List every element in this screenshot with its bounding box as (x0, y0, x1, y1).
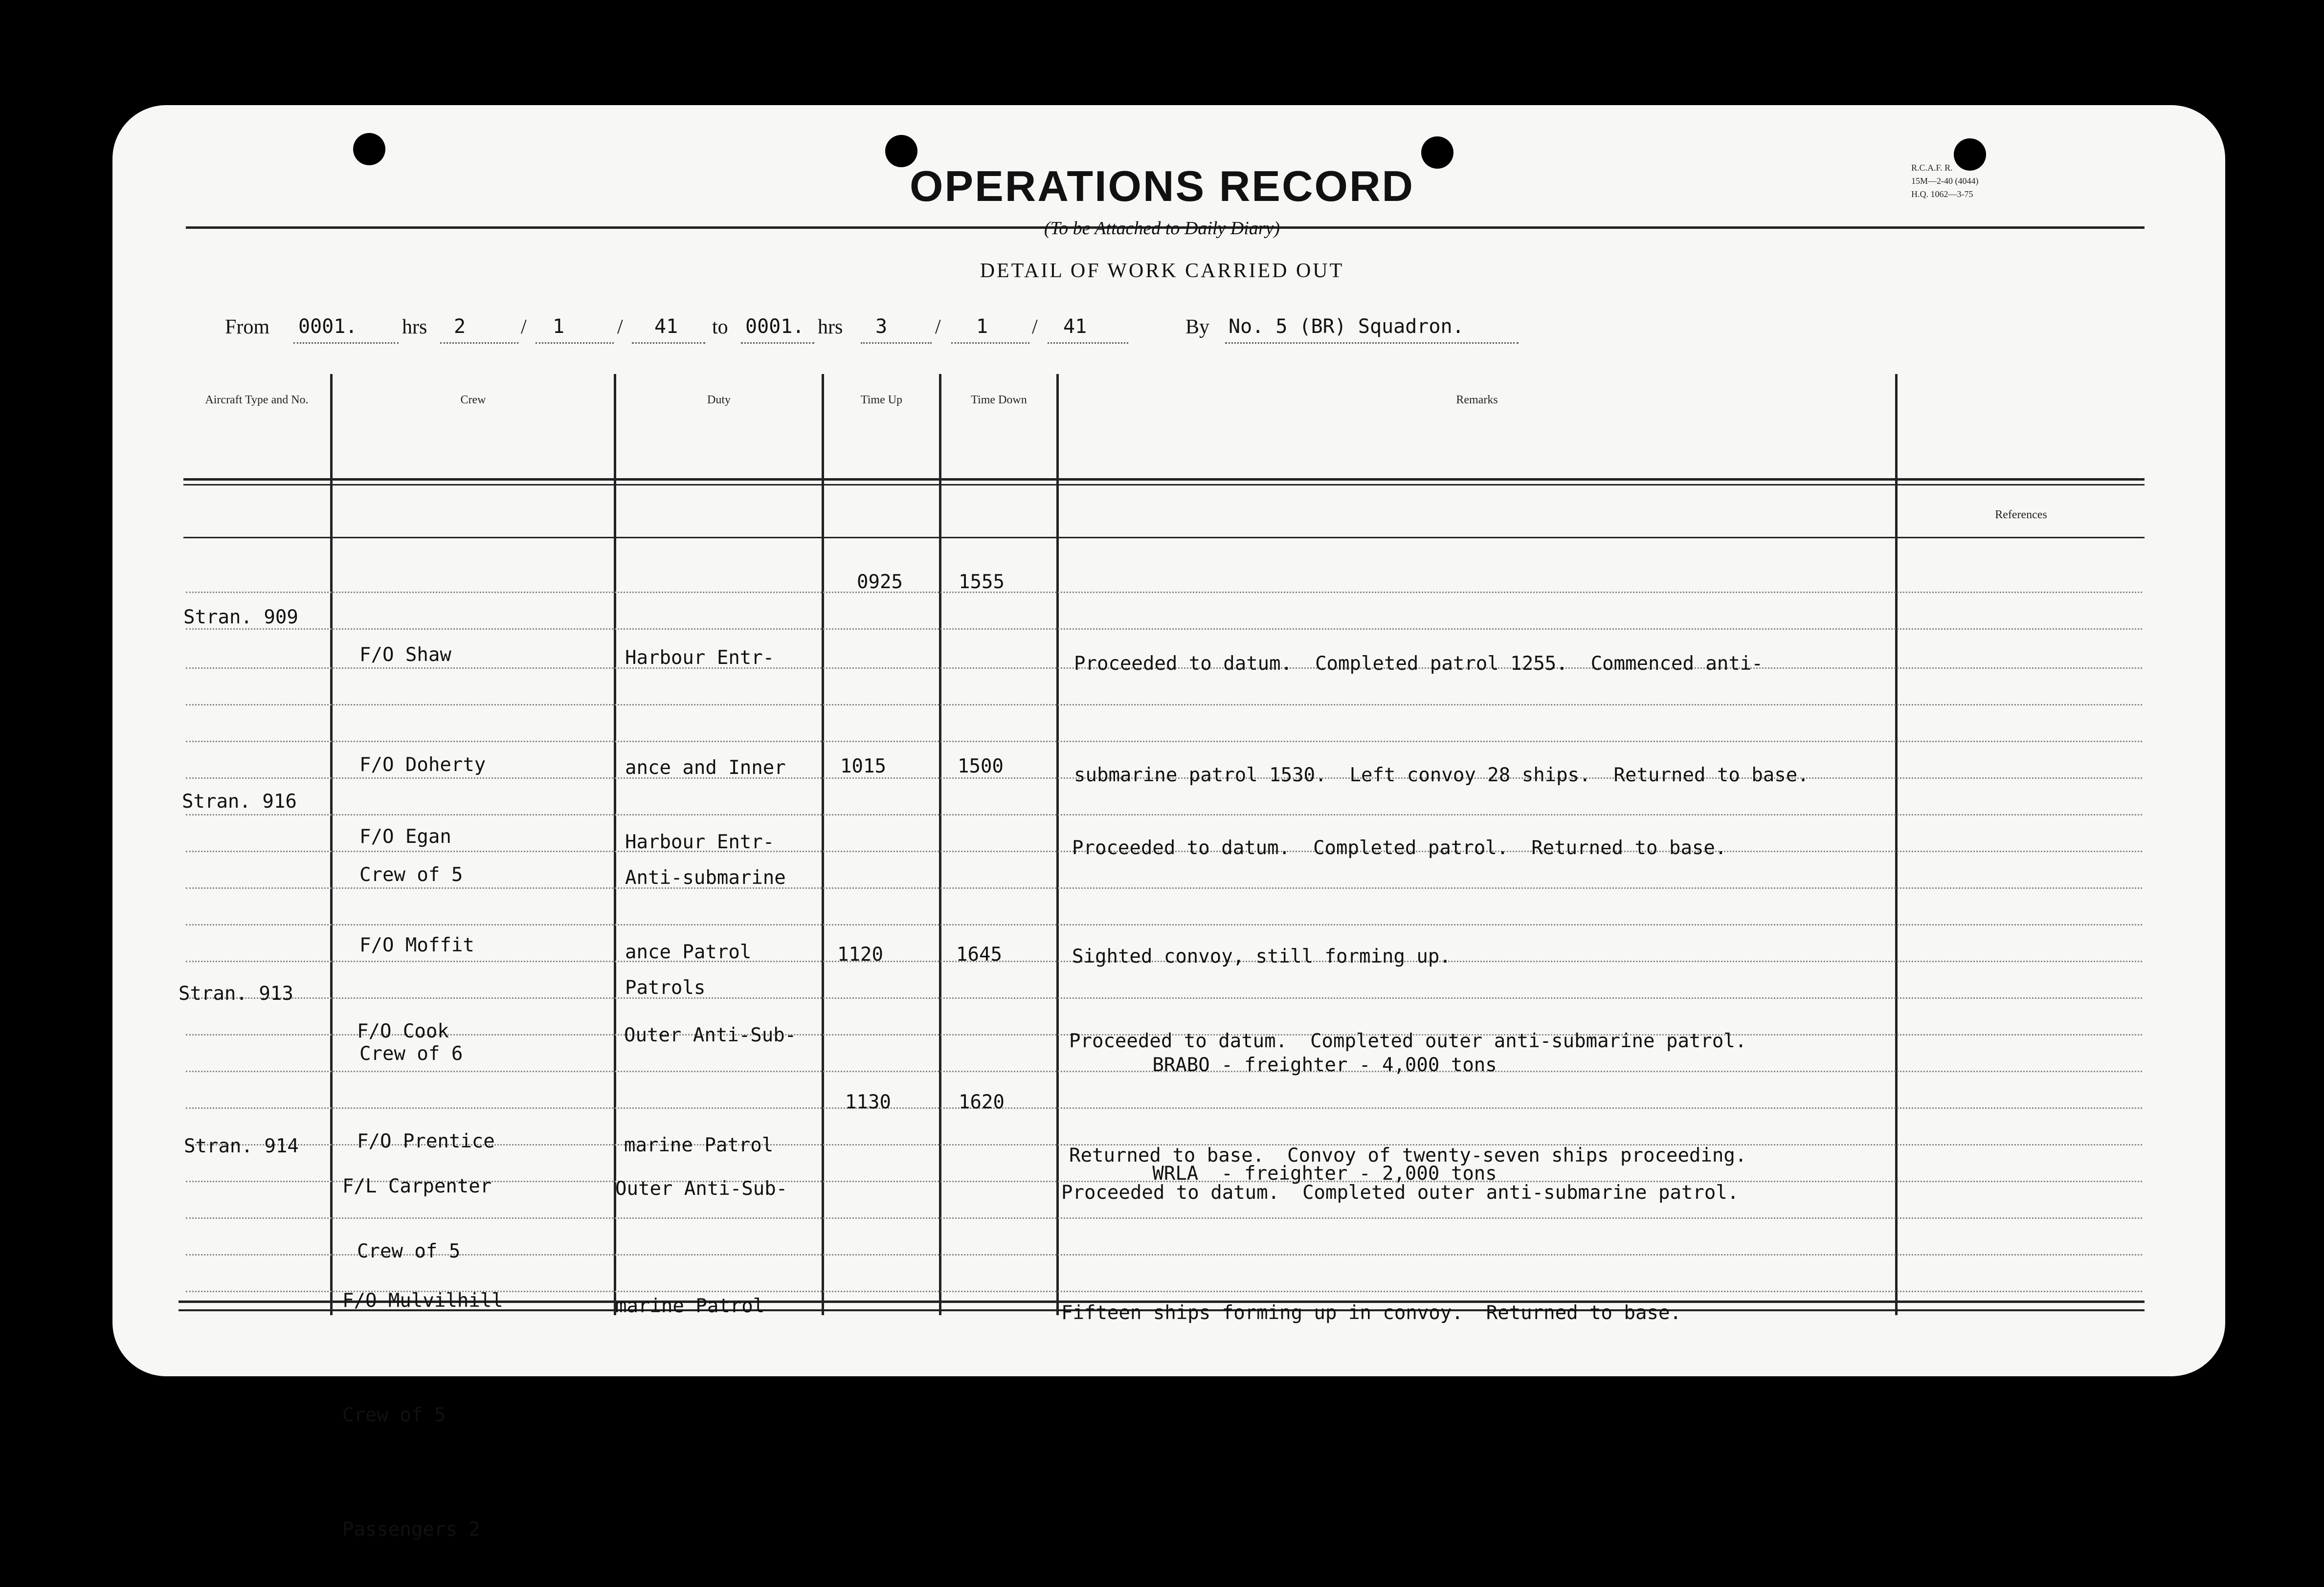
time-up-cell: 1130 (845, 1091, 891, 1113)
to-day: 3 (875, 315, 888, 338)
col-references: References (1995, 508, 2047, 521)
table-row (179, 939, 293, 1027)
from-day: 2 (454, 315, 466, 338)
header-bottom-rule (183, 537, 2145, 538)
crew-cell: F/O Cook F/O Prentice Crew of 5 (357, 1020, 495, 1262)
page-title: OPERATIONS RECORD (909, 162, 1415, 210)
from-label: From (225, 316, 270, 338)
from-year: 41 (654, 315, 678, 338)
duty-cell: Harbour Entr- ance and Inner Anti-submarine Patrols (625, 647, 786, 999)
time-down-cell: 1500 (958, 755, 1004, 777)
punch-hole (353, 133, 385, 165)
to-month: 1 (976, 315, 988, 338)
from-time: 0001. (298, 315, 358, 338)
col-crew: Crew (460, 394, 486, 406)
remarks-cell: Proceeded to datum. Completed patrol. Returned to base. Sighted convoy, still forming up. BRABO - freighter - 4,000 tons WRLA - freighter - 2,000 tons (1072, 837, 1727, 1185)
col-aircraft: Aircraft Type and No. (205, 394, 309, 406)
col-time-down: Time Down (971, 394, 1027, 406)
col-duty: Duty (707, 394, 731, 406)
by-label: By (1185, 316, 1210, 338)
squadron: No. 5 (BR) Squadron. (1229, 315, 1464, 338)
aircraft-cell: Stran. 916 (182, 791, 297, 813)
to-year: 41 (1063, 315, 1087, 338)
col-time-up: Time Up (860, 394, 903, 406)
crew-cell: F/L Carpenter F/O Mulvilhill Crew of 5 Passengers 2 (342, 1175, 503, 1541)
aircraft-cell: Stran. 914 (184, 1135, 299, 1157)
time-up-cell: 1015 (840, 755, 886, 777)
time-down-cell: 1645 (956, 944, 1002, 966)
crew-cell: F/O Shaw F/O Doherty Crew of 5 (359, 644, 486, 886)
hrs-label-2: hrs (818, 316, 843, 338)
table-row (184, 1091, 299, 1179)
remarks-cell: Proceeded to datum. Completed outer anti-submarine patrol. Fifteen ships forming up in convoy. Returned to base. (1061, 1182, 1739, 1324)
table-row (182, 747, 297, 835)
hrs-label: hrs (402, 316, 427, 338)
from-month: 1 (553, 315, 565, 338)
detail-heading: DETAIL OF WORK CARRIED OUT (980, 260, 1344, 282)
duty-cell: Outer Anti-Sub- marine Patrol (615, 1178, 788, 1317)
page-subtitle: (To be Attached to Daily Diary) (1044, 218, 1280, 239)
table-row (183, 562, 298, 650)
time-down-cell: 1555 (959, 571, 1005, 593)
form-reference: R.C.A.F. R. 15M—2-40 (4044) H.Q. 1062—3-75 (1911, 163, 1979, 199)
table-top-rule (183, 478, 2145, 481)
duty-cell: Harbour Entr- ance Patrol (625, 831, 775, 963)
col-remarks: Remarks (1456, 394, 1498, 406)
crew-cell: F/O Egan F/O Moffit Crew of 6 (359, 826, 474, 1065)
duty-cell: Outer Anti-Sub- marine Patrol (624, 1024, 797, 1156)
remarks-cell: Proceeded to datum. Completed outer anti-submarine patrol. Returned to base. Convoy of twenty-seven ships proceeding. (1069, 1030, 1747, 1167)
to-label: to (712, 316, 728, 338)
aircraft-cell: Stran. 909 (183, 606, 298, 628)
to-time: 0001. (745, 315, 804, 338)
remarks-cell: Proceeded to datum. Completed patrol 1255. Commenced anti- submarine patrol 1530. Left convoy 28 ships. Returned to base. (1074, 653, 1809, 786)
time-up-cell: 0925 (857, 571, 903, 593)
time-up-cell: 1120 (837, 944, 883, 966)
aircraft-cell: Stran. 913 (179, 983, 293, 1005)
time-down-cell: 1620 (959, 1091, 1005, 1113)
